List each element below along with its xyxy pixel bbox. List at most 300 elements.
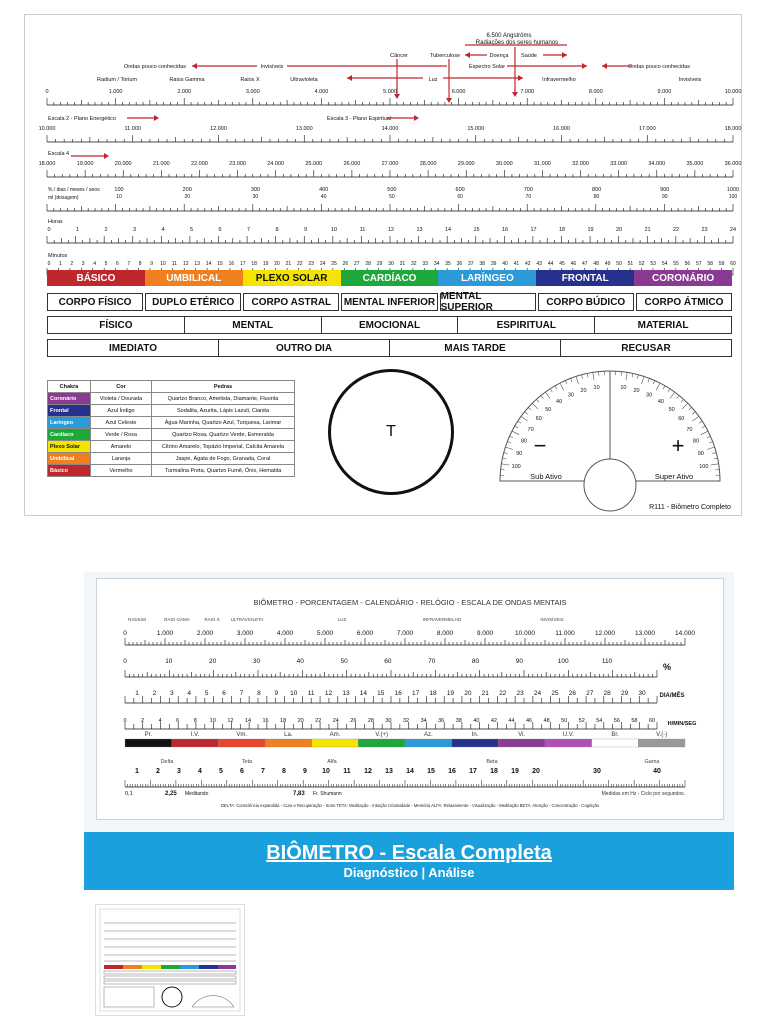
- wave-start-label: 0,1: [125, 791, 133, 797]
- label-espectro: Espectro Solar: [468, 64, 506, 70]
- table-row: [48, 465, 295, 477]
- chakra-band: PLEXO SOLAR: [243, 270, 341, 286]
- second-scale4-label: 10: [209, 718, 216, 724]
- title-banner: [84, 832, 734, 890]
- scale4-label: 27.000: [381, 161, 399, 167]
- wave-tick-label: 14: [406, 768, 414, 775]
- minutos-label: 8: [138, 261, 142, 267]
- second-scale3-label: 14: [359, 690, 367, 697]
- pct-sub: ml (dosagem): [48, 195, 79, 201]
- minutos-label: 35: [445, 261, 451, 267]
- table-row: [48, 441, 295, 453]
- minutos-label: 28: [365, 261, 371, 267]
- pendulum-tick-label: 10: [620, 384, 627, 391]
- horas-label: 17: [530, 227, 537, 233]
- second-scale3-label: 2: [152, 690, 157, 697]
- second-scale2-label: 100: [557, 658, 569, 665]
- arrowhead-ondas-right: [602, 63, 607, 69]
- second-scale2-label: 20: [209, 658, 217, 665]
- scale4-label: 34.000: [648, 161, 666, 167]
- scale2-label: 18.000: [724, 126, 742, 132]
- label-tuberculose: Tuberculose: [429, 53, 461, 59]
- wave-tick-label: 2: [156, 768, 160, 775]
- body-option[interactable]: DUPLO ETÉRICO: [145, 293, 241, 311]
- minutos-label: 49: [604, 261, 611, 267]
- body-option[interactable]: CORPO ÁTMICO: [636, 293, 732, 311]
- minutos-label: 19: [262, 261, 269, 267]
- horas-title: Horas: [48, 219, 63, 225]
- second-scale3-label: 19: [446, 690, 455, 697]
- second-scale1-label: 6.000: [356, 630, 374, 637]
- scale4-label: 18.000: [38, 161, 56, 167]
- minutos-label: 4: [93, 261, 96, 267]
- second-scale3-label: 12: [324, 690, 333, 697]
- time-option[interactable]: IMEDIATO: [47, 339, 218, 357]
- wave-group-label: Delta: [160, 759, 174, 765]
- t-circle-label: T: [386, 423, 396, 440]
- label-invisiveis-left: Invisíveis: [260, 64, 284, 70]
- minutos-label: 16: [228, 261, 235, 267]
- wave-tick-label: 18: [490, 768, 498, 775]
- second-scale4-label: 24: [332, 718, 339, 724]
- minutos-label: 2: [70, 261, 74, 267]
- pendulum-tick-label: 10: [593, 384, 600, 391]
- second-scale4-label: 22: [315, 718, 322, 724]
- minutos-label: 53: [650, 261, 656, 267]
- second-scale4-label: 60: [648, 718, 656, 724]
- wave-group-label: Alfa: [327, 759, 337, 765]
- pendulum-tick-label: 100: [699, 464, 709, 471]
- pendulum-tick-label: 20: [633, 387, 640, 394]
- scales-svg: [38, 15, 757, 277]
- second-color-band: [592, 739, 639, 747]
- minutos-label: 38: [479, 261, 485, 267]
- label-ondas-left: Ondas pouco conhecidas: [123, 64, 187, 70]
- pct-sub-label: 50: [389, 194, 395, 200]
- second-scale2-label: 60: [384, 658, 392, 665]
- second-scale4-label: 16: [262, 718, 269, 724]
- second-color-band: [405, 739, 452, 747]
- body-option[interactable]: CORPO BÚDICO: [538, 293, 634, 311]
- minutos-label: 50: [616, 261, 622, 267]
- second-band-label: RADIUM: [128, 617, 146, 622]
- second-scale3-unit: DIA/MÊS: [659, 693, 685, 699]
- wave-tick-label: 16: [448, 768, 456, 775]
- band-label: Infravermelho: [542, 77, 576, 83]
- second-scale4-label: 40: [473, 718, 480, 724]
- arrowhead-doenca: [465, 52, 470, 58]
- minutos-label: 47: [582, 261, 588, 267]
- wave-tick-label: 15: [427, 768, 435, 775]
- second-scale1-label: 4.000: [276, 630, 294, 637]
- second-scale4-label: 36: [438, 718, 445, 724]
- second-scales-svg: [97, 579, 723, 819]
- second-scale3-label: 11: [307, 690, 315, 697]
- horas-label: 20: [615, 227, 623, 233]
- second-scale1-label: 2.000: [196, 630, 214, 637]
- minutos-label: 32: [411, 261, 417, 267]
- pct-sub-label: 30: [252, 194, 259, 200]
- second-scale4-label: 58: [631, 718, 638, 724]
- wave-tick-label: 5: [219, 768, 223, 775]
- second-scale4-unit: H/MIN/SEG: [667, 721, 697, 727]
- band-label: Ultravioleta: [290, 77, 318, 83]
- pendulum-tick-label: 30: [567, 392, 574, 399]
- plus-sign: +: [671, 433, 685, 458]
- second-band-label: RAIO X: [204, 617, 220, 622]
- scale4-label: 35.000: [686, 161, 704, 167]
- table-cell-pedras: Jaspe, Ágata de Fogo, Granada, Coral: [152, 453, 295, 465]
- scale1-label: 5.000: [383, 89, 397, 95]
- pct-label: 200: [182, 187, 192, 193]
- table-cell-chakra: Laríngeo: [48, 417, 91, 429]
- pendulum-tick-label: 80: [520, 438, 528, 445]
- wave-group-label: Teta: [241, 759, 253, 765]
- pct-label: 700: [523, 187, 533, 193]
- wave-tick-label: 9: [303, 768, 307, 775]
- horas-label: 0: [47, 227, 51, 233]
- pendulum-tick-label: 90: [697, 451, 704, 458]
- second-scale4-label: 44: [508, 718, 515, 724]
- second-scale2-label: 30: [252, 658, 261, 665]
- table-cell-cor: Vermelho: [91, 465, 152, 477]
- arrowhead-scale4: [104, 153, 109, 159]
- plane-option[interactable]: MATERIAL: [594, 316, 732, 334]
- units-note: Medidas em Hz - Ciclo por segundos.: [601, 791, 685, 797]
- minutos-label: 52: [639, 261, 645, 267]
- biometro-chart-card: [24, 14, 742, 516]
- table-cell-chakra: Umbilical: [48, 453, 91, 465]
- horas-label: 2: [104, 227, 108, 233]
- pendulum-tick-label: 50: [668, 406, 675, 413]
- scale4-label: 29.000: [457, 161, 475, 167]
- minutos-label: 36: [456, 261, 463, 267]
- body-option[interactable]: MENTAL INFERIOR: [341, 293, 437, 311]
- second-scale3-label: 30: [638, 690, 646, 697]
- second-scale3-label: 10: [290, 690, 298, 697]
- pendulum-tick-label: 30: [646, 392, 653, 399]
- minutos-label: 46: [570, 261, 577, 267]
- horas-label: 14: [444, 227, 452, 233]
- second-scale1-label: 12.000: [595, 630, 615, 637]
- mark1-value: 2,25: [165, 791, 177, 797]
- horas-label: 9: [303, 227, 308, 233]
- wave-tick-label: 20: [532, 768, 540, 775]
- scale4-label: 33.000: [610, 161, 628, 167]
- second-scale4-label: 46: [525, 718, 533, 724]
- horas-label: 1: [75, 227, 80, 233]
- scale4-label: 24.000: [267, 161, 285, 167]
- second-scale2-label: 10: [165, 658, 173, 665]
- second-scale4-label: 2: [141, 718, 145, 724]
- horas-label: 18: [558, 227, 566, 233]
- wave-tick-label: 7: [261, 768, 265, 775]
- table-cell-chakra: Básico: [48, 465, 91, 477]
- second-scale2-unit: %: [662, 662, 672, 672]
- minutos-label: 43: [536, 261, 542, 267]
- wave-tick-label: 13: [385, 768, 393, 775]
- chakra-band: FRONTAL: [536, 270, 634, 286]
- pct-label: 400: [319, 187, 329, 193]
- pct-label: 1000: [726, 187, 740, 193]
- pendulum-tick-label: 100: [511, 464, 521, 471]
- horas-label: 7: [246, 227, 251, 233]
- second-color-label: Az.: [423, 732, 433, 738]
- arrowhead-scale3: [414, 115, 419, 121]
- minutos-label: 14: [205, 261, 212, 267]
- table-row: [48, 405, 295, 417]
- pendulum-svg: [485, 363, 735, 513]
- scale4-label: 19.000: [76, 161, 94, 167]
- times-row: [47, 339, 732, 357]
- scale4-label: 36.000: [724, 161, 742, 167]
- biometro-second-card: [84, 572, 734, 832]
- second-scale2-label: 40: [296, 658, 304, 665]
- table-cell-cor: Amarelo: [91, 441, 152, 453]
- second-scale3-label: 1: [135, 690, 139, 697]
- pct-sub-label: 60: [457, 194, 463, 200]
- arrowhead-ondas-left: [192, 63, 197, 69]
- second-color-label: Br.: [611, 732, 619, 738]
- wave-tick-label: 3: [177, 768, 181, 775]
- second-scale4-label: 12: [227, 718, 234, 724]
- minutos-label: 7: [127, 261, 131, 267]
- second-scale2-label: 70: [428, 658, 436, 665]
- second-scale3-label: 16: [394, 690, 402, 697]
- chakra-band: LARÍNGEO: [438, 270, 536, 286]
- minutos-label: 33: [422, 261, 428, 267]
- second-title: BIÔMETRO - PORCENTAGEM - CALENDÁRIO - RELÓGIO - ESCALA DE ONDAS MENTAIS: [253, 598, 567, 607]
- mark1-label: Meditando: [185, 791, 209, 797]
- horas-label: 23: [701, 227, 708, 233]
- minutos-label: 40: [502, 261, 508, 267]
- arrowhead-uv: [347, 75, 352, 81]
- pct-sub-label: 20: [184, 194, 191, 200]
- pct-label: 300: [250, 187, 261, 193]
- minutos-label: 57: [696, 261, 702, 267]
- wave-group-label: Gama: [644, 759, 660, 765]
- second-scale4-label: 0: [123, 718, 127, 724]
- second-scale3-label: 21: [481, 690, 489, 697]
- second-color-band: [172, 739, 219, 747]
- scale1-label: 7.000: [520, 89, 535, 95]
- second-scale3-label: 5: [204, 690, 209, 697]
- second-scale4-label: 52: [578, 718, 585, 724]
- second-scale4-label: 14: [244, 718, 252, 724]
- minutos-label: 12: [183, 261, 189, 267]
- wave-legend: DELTA: Consciência expandida - Cura e Recuperação - Sono TETA: Meditação - Intuição Criatividade - Memória ALFA: Relaxamento - Visualização - Meditação BETA: Atenção - Concentração - Cognição: [221, 803, 599, 808]
- second-scale4-label: 30: [385, 718, 392, 724]
- thumbnail-preview[interactable]: [95, 904, 245, 1016]
- second-scale4-label: 48: [543, 718, 550, 724]
- table-cell-cor: Azul Celeste: [91, 417, 152, 429]
- second-scale3-label: 23: [516, 690, 524, 697]
- second-color-label: Vm.: [236, 732, 248, 738]
- wave-tick-label: 17: [469, 768, 477, 775]
- label-saude: Saúde: [521, 53, 537, 59]
- horas-label: 8: [275, 227, 279, 233]
- horas-label: 22: [672, 227, 680, 233]
- minus-sign: −: [533, 433, 547, 458]
- minutos-label: 26: [342, 261, 349, 267]
- body-option[interactable]: CORPO ASTRAL: [243, 293, 339, 311]
- wave-tick-label: 11: [343, 768, 351, 775]
- wave-tick-label: 40: [653, 768, 661, 775]
- chakra-color-row: [47, 270, 732, 286]
- second-color-label: Vi.: [518, 732, 526, 738]
- time-option[interactable]: OUTRO DIA: [218, 339, 389, 357]
- pct-sub-label: 80: [593, 194, 600, 200]
- second-scale1-label: 14.000: [675, 630, 695, 637]
- minutos-label: 44: [547, 261, 554, 267]
- second-color-label: I.V.: [190, 732, 200, 738]
- scale2-label: 12.000: [210, 126, 227, 132]
- time-option[interactable]: MAIS TARDE: [389, 339, 560, 357]
- minutos-label: 39: [490, 261, 497, 267]
- horas-label: 15: [473, 227, 480, 233]
- minutos-label: 42: [525, 261, 531, 267]
- scale4-label: 31.000: [534, 161, 551, 167]
- second-scale4-label: 38: [455, 718, 462, 724]
- scale2-title: Escala 2 - Plano Energético: [48, 116, 116, 122]
- pendulum-tick-label: 70: [527, 426, 534, 433]
- horas-label: 12: [387, 227, 395, 233]
- wave-tick-label: 12: [364, 768, 372, 775]
- minutos-label: 27: [354, 261, 360, 267]
- scale1-label: 2.000: [177, 89, 192, 95]
- table-header-chakra: Chakra: [48, 381, 91, 393]
- plane-option[interactable]: EMOCIONAL: [321, 316, 458, 334]
- second-scale1-label: 3.000: [236, 630, 254, 637]
- second-scale4-label: 8: [193, 718, 197, 724]
- plane-option[interactable]: MENTAL: [184, 316, 321, 334]
- minutos-label: 21: [285, 261, 292, 267]
- minutos-label: 60: [730, 261, 736, 267]
- second-scale1-label: 9.000: [476, 630, 494, 637]
- second-color-band: [265, 739, 312, 747]
- minutos-label: 45: [559, 261, 565, 267]
- second-scale3-label: 18: [429, 690, 437, 697]
- label-doenca: Doença: [489, 53, 509, 59]
- minutos-label: 29: [376, 261, 383, 267]
- table-row: [48, 429, 295, 441]
- horas-label: 4: [161, 227, 165, 233]
- chakra-band: CORONÁRIO: [634, 270, 732, 286]
- chakra-band: CARDÍACO: [341, 270, 439, 286]
- pct-label: 900: [660, 187, 670, 193]
- scale4-label: 26.000: [343, 161, 361, 167]
- table-cell-chakra: Coronário: [48, 393, 91, 405]
- pendulum-tick-label: 20: [580, 387, 587, 394]
- band-label: Raios X: [240, 77, 260, 83]
- radiation-label: Radiações dos seres humanos: [475, 40, 559, 46]
- second-scale2-label: 90: [515, 658, 523, 665]
- horas-label: 3: [132, 227, 137, 233]
- plane-option[interactable]: FÍSICO: [47, 316, 184, 334]
- table-row: [48, 393, 295, 405]
- horas-label: 6: [218, 227, 222, 233]
- second-color-band: [312, 739, 359, 747]
- pendulum-gauge: [485, 363, 735, 518]
- scale2-label: 11.000: [124, 126, 141, 132]
- scale2-label: 17.000: [638, 126, 656, 132]
- second-color-band: [125, 739, 172, 747]
- minutos-label: 10: [160, 261, 166, 267]
- arrowhead-scale2: [154, 115, 159, 121]
- table-header-cor: Cor: [91, 381, 152, 393]
- minutos-label: 20: [274, 261, 280, 267]
- band-label: Raios Gamma: [169, 77, 205, 83]
- scale2-label: 15.000: [467, 126, 485, 132]
- scale3-title: Escala 3 - Plano Espiritual: [327, 116, 392, 122]
- horas-label: 13: [416, 227, 423, 233]
- pendulum-tick-label: 90: [516, 451, 523, 458]
- second-scale3-label: 29: [620, 690, 629, 697]
- second-band-label: INVISÍVEIS: [540, 617, 564, 622]
- scale2-label: 16.000: [553, 126, 570, 132]
- plane-option[interactable]: ESPIRITUAL: [457, 316, 594, 334]
- second-scale1-label: 7.000: [396, 630, 414, 637]
- second-scale1-label: 10.000: [515, 630, 535, 637]
- second-color-label: Am.: [329, 732, 341, 738]
- table-cell-chakra: Frontal: [48, 405, 91, 417]
- banner-title: BIÔMETRO - Escala Completa: [266, 842, 552, 864]
- label-ondas-right: Ondas pouco conhecidas: [627, 64, 691, 70]
- pendulum-tick-label: 40: [657, 398, 664, 405]
- minutos-label: 58: [707, 261, 713, 267]
- second-band-label: LUZ: [337, 617, 347, 622]
- second-scale4-label: 26: [350, 718, 357, 724]
- scale4-label: 30.000: [495, 161, 513, 167]
- horas-label: 10: [330, 227, 338, 233]
- pct-sub-label: 10: [116, 194, 122, 200]
- second-scale2-label: 0: [123, 658, 127, 665]
- scale4-label: 23.000: [229, 161, 246, 167]
- second-scale3-label: 8: [257, 690, 261, 697]
- table-cell-pedras: Quartzo Rosa, Quartzo Verde, Esmeralda: [152, 429, 295, 441]
- scale1-label: 4.000: [314, 89, 329, 95]
- second-scale1-label: 11.000: [555, 630, 575, 637]
- second-color-label: Pr.: [144, 732, 153, 738]
- body-option[interactable]: MENTAL SUPERIOR: [440, 293, 536, 311]
- body-option[interactable]: CORPO FÍSICO: [47, 293, 143, 311]
- second-scale4-label: 42: [490, 718, 497, 724]
- time-option[interactable]: RECUSAR: [560, 339, 732, 357]
- minutos-label: 1: [59, 261, 62, 267]
- second-scale4-label: 56: [613, 718, 620, 724]
- table-cell-cor: Laranja: [91, 453, 152, 465]
- horas-label: 16: [501, 227, 509, 233]
- pendulum-tick-label: 40: [556, 398, 563, 405]
- minutos-label: 15: [217, 261, 223, 267]
- second-scale3-label: 24: [533, 690, 542, 697]
- scale1-label: 3.000: [245, 89, 260, 95]
- scale4-label: 21.000: [152, 161, 170, 167]
- minutos-label: 54: [661, 261, 668, 267]
- second-color-band: [638, 739, 685, 747]
- band-label: Invisíveis: [678, 77, 702, 83]
- second-scale3-label: 26: [568, 690, 576, 697]
- pct-label: 500: [387, 187, 397, 193]
- pct-sub-label: 70: [525, 194, 532, 200]
- second-scale3-label: 25: [551, 690, 559, 697]
- minutos-label: 56: [684, 261, 691, 267]
- chakra-band: BÁSICO: [47, 270, 145, 286]
- second-band-label: ULTRAVIOLETA: [230, 617, 264, 622]
- scale1-label: 1.000: [108, 89, 123, 95]
- second-color-band: [452, 739, 499, 747]
- second-band-label: RAIO GAMA: [164, 617, 190, 622]
